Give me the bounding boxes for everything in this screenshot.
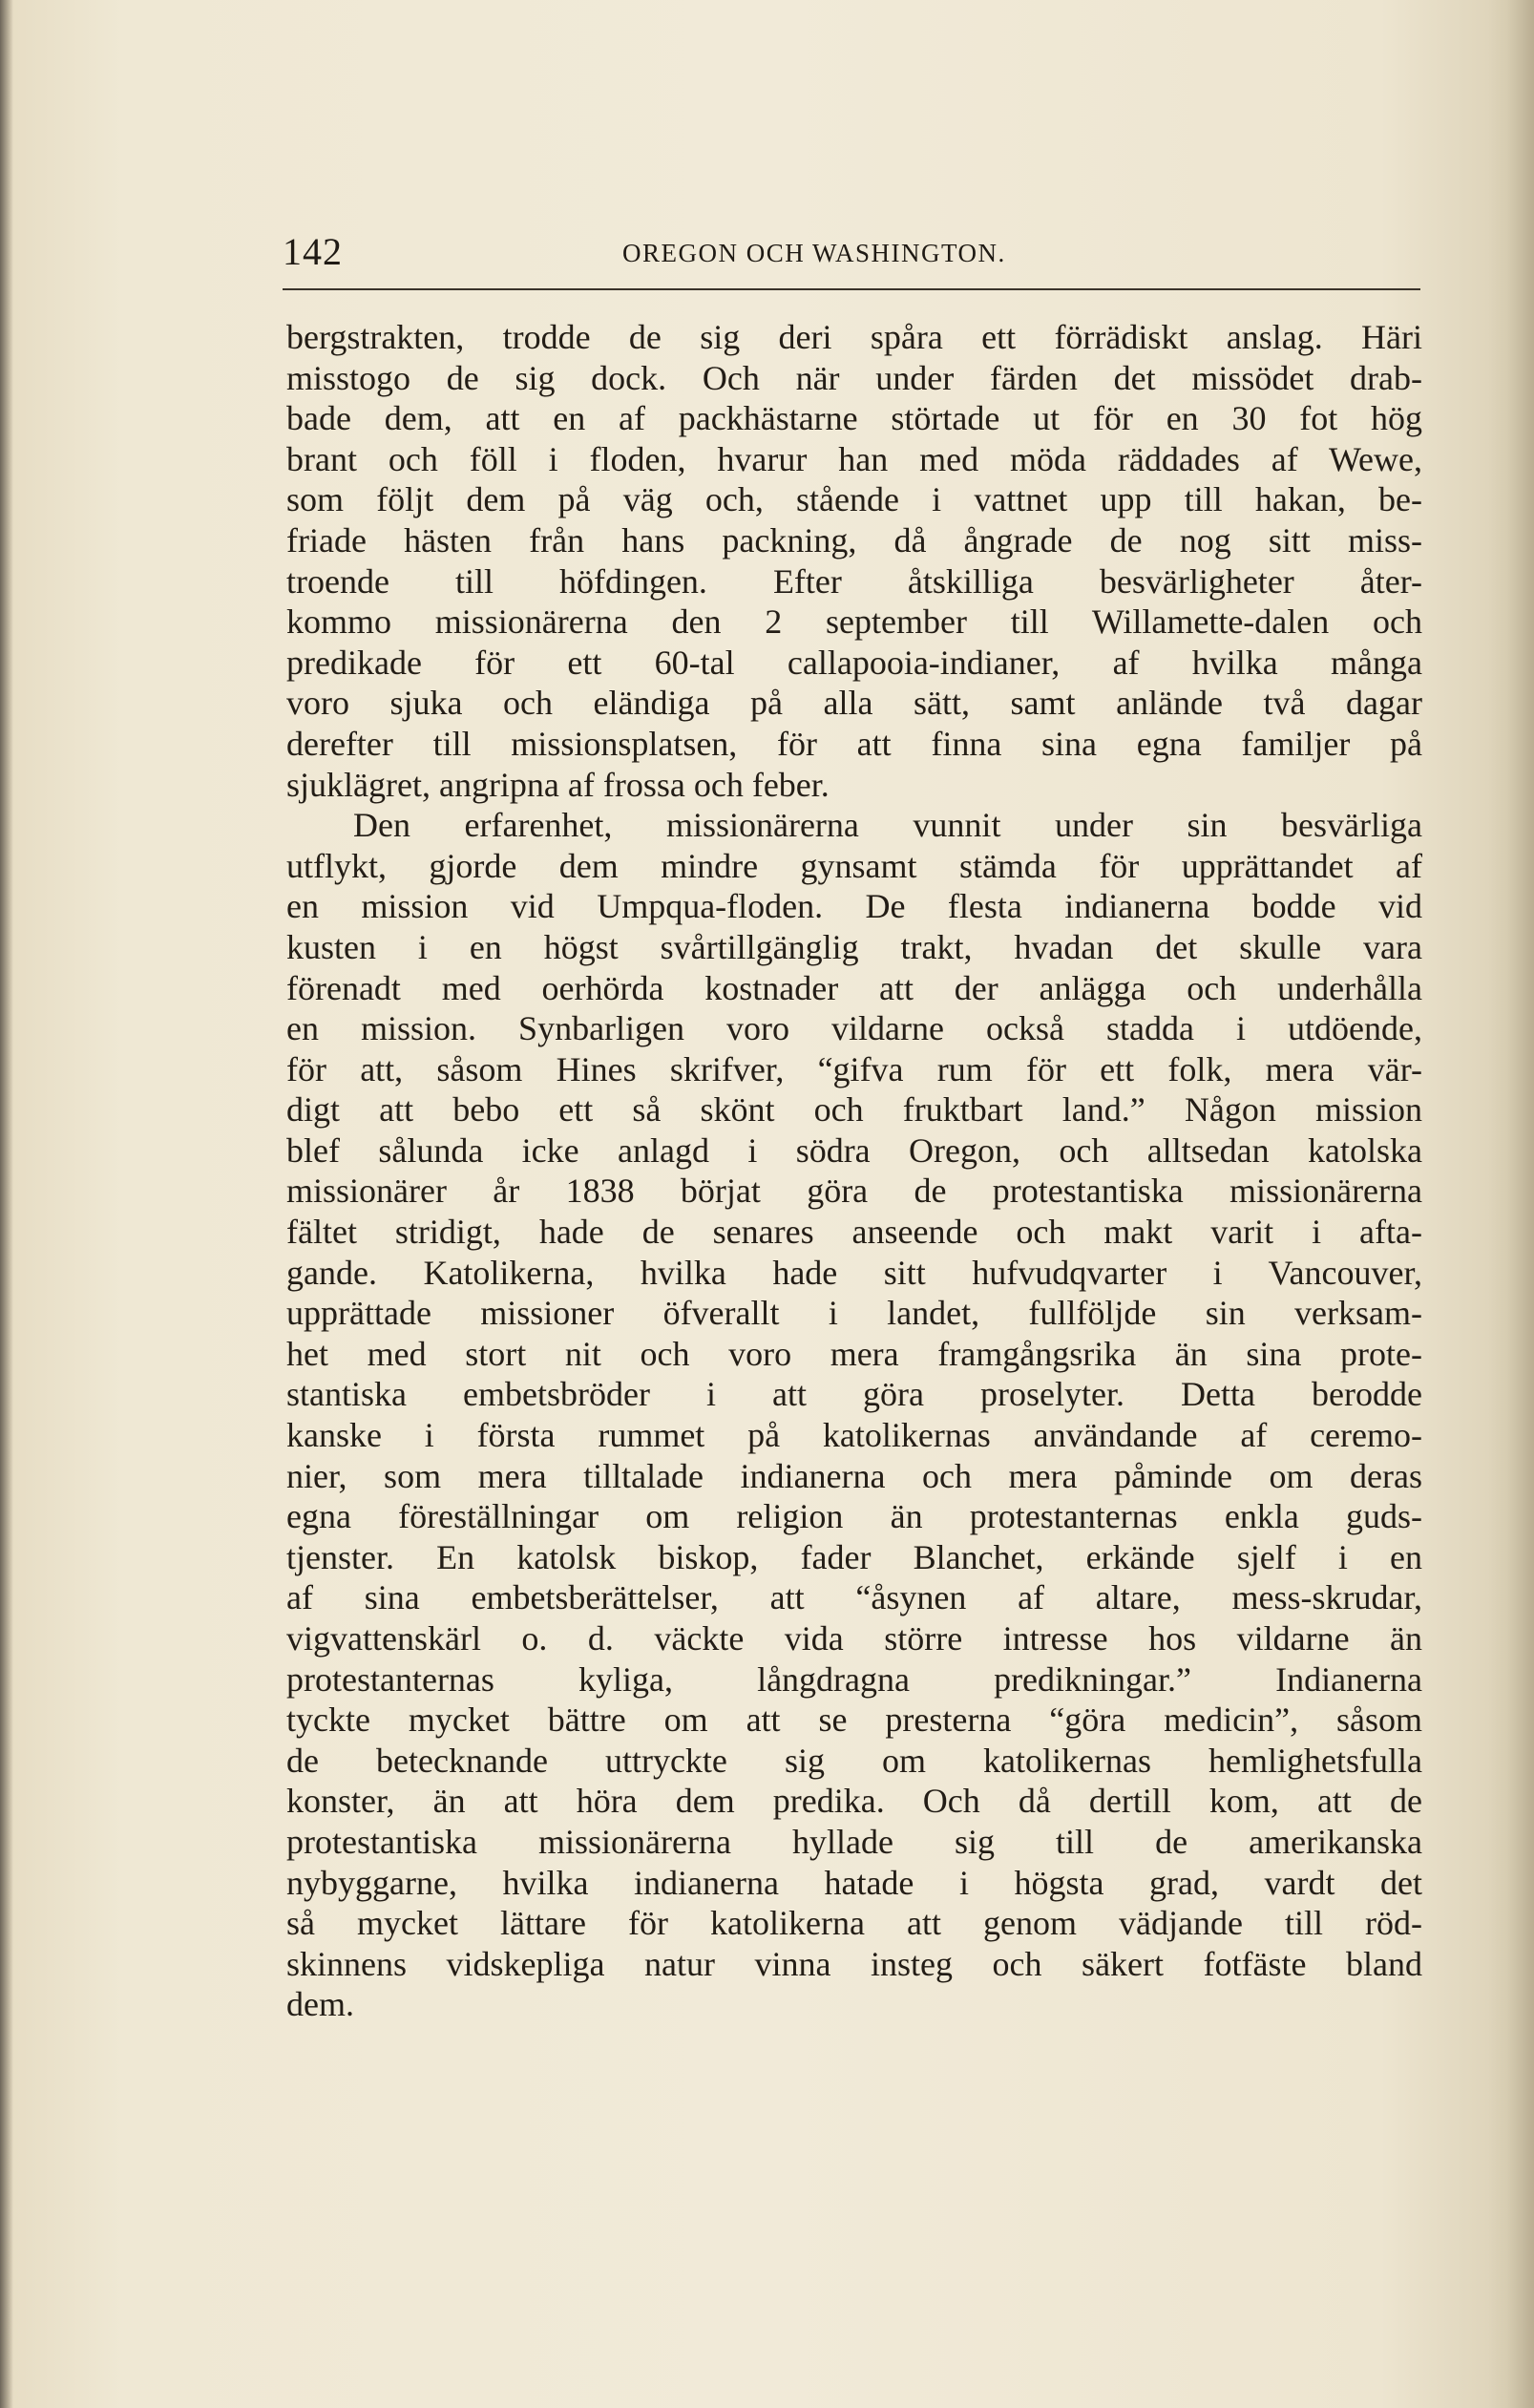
text-line: en mission vid Umpqua-floden. De flesta indianerna bodde vid [286, 887, 1422, 926]
page-left-edge [0, 0, 13, 2408]
text-line: tyckte mycket bättre om att se presterna “göra medicin”, såsom [286, 1700, 1422, 1740]
text-line: tjenster. En katolsk biskop, fader Blanchet, erkände sjelf i en [286, 1537, 1422, 1576]
text-line: predikade för ett 60-tal callapooia-indianer, af hvilka många [286, 643, 1422, 682]
text-line: Den erfarenhet, missionärerna vunnit under sin besvärliga [353, 806, 1422, 845]
text-line: dem. [286, 1985, 354, 2024]
text-line: som följt dem på väg och, stående i vattnet upp till hakan, be- [286, 480, 1422, 519]
running-head: OREGON OCH WASHINGTON. [622, 239, 1006, 267]
text-line: för att, såsom Hines skrifver, “gifva rum för ett folk, mera vär- [286, 1049, 1422, 1088]
page-header [283, 229, 1420, 286]
text-line: protestantiska missionärerna hyllade sig till de amerikanska [286, 1822, 1422, 1861]
text-line: protestanternas kyliga, långdragna predikningar.” Indianerna [286, 1659, 1422, 1699]
page-number: 142 [283, 230, 343, 273]
text-line: utflykt, gjorde dem mindre gynsamt stämda för upprättandet af [286, 846, 1422, 885]
text-line: digt att bebo ett så skönt och fruktbart land.” Någon mission [286, 1090, 1422, 1130]
text-line: bade dem, att en af packhästarne störtade ut för en 30 fot hög [286, 399, 1422, 438]
body-text [286, 317, 1422, 2025]
text-line: nier, som mera tilltalade indianerna och mera påminde om deras [286, 1456, 1422, 1495]
text-line: egna föreställningar om religion än protestanternas enkla guds- [286, 1497, 1422, 1536]
text-line: skinnens vidskepliga natur vinna insteg och säkert fotfäste bland [286, 1944, 1422, 1983]
text-line: af sina embetsberättelser, att “åsynen af altare, mess-skrudar, [286, 1578, 1422, 1617]
text-line: konster, än att höra dem predika. Och då dertill kom, att de [286, 1782, 1422, 1821]
text-line: misstogo de sig dock. Och när under färden det missödet drab- [286, 358, 1422, 397]
text-line: så mycket lättare för katolikerna att genom vädjande till röd- [286, 1904, 1422, 1943]
text-line: kanske i första rummet på katolikernas användande af ceremo- [286, 1416, 1422, 1455]
text-line: friade hästen från hans packning, då ångrade de nog sitt miss- [286, 520, 1422, 560]
text-line: de betecknande uttryckte sig om katolikernas hemlighetsfulla [286, 1741, 1422, 1780]
text-line: upprättade missioner öfverallt i landet, fullföljde sin verksam- [286, 1294, 1422, 1333]
text-line: missionärer år 1838 börjat göra de protestantiska missionärerna [286, 1172, 1422, 1211]
text-line: kusten i en högst svårtillgänglig trakt, hvadan det skulle vara [286, 927, 1422, 966]
text-line: vigvattenskärl o. d. väckte vida större intresse hos vildarne än [286, 1619, 1422, 1658]
text-line: gande. Katolikerna, hvilka hade sitt hufvudqvarter i Vancouver, [286, 1253, 1422, 1292]
text-line: bergstrakten, trodde de sig deri spåra ett förrädiskt anslag. Häri [286, 318, 1422, 356]
text-line: kommo missionärerna den 2 september till Willamette-dalen och [286, 602, 1422, 642]
text-line: fältet stridigt, hade de senares anseende och makt varit i afta- [286, 1213, 1422, 1252]
header-rule [283, 288, 1420, 290]
text-line: brant och föll i floden, hvarur han med möda räddades af Wewe, [286, 439, 1422, 478]
text-line: förenadt med oerhörda kostnader att der anlägga och underhålla [286, 968, 1422, 1007]
text-line: sjuklägret, angripna af frossa och feber. [286, 765, 830, 804]
text-line: en mission. Synbarligen voro vildarne också stadda i utdöende, [286, 1009, 1422, 1048]
text-line: nybyggarne, hvilka indianerna hatade i högsta grad, vardt det [286, 1863, 1422, 1902]
text-line: blef sålunda icke anlagd i södra Oregon, och alltsedan katolska [286, 1130, 1422, 1170]
text-line: voro sjuka och eländiga på alla sätt, samt anlände två dagar [286, 684, 1422, 723]
text-line: troende till höfdingen. Efter åtskilliga besvärligheter åter- [286, 561, 1422, 601]
page-right-edge [1488, 0, 1534, 2408]
text-line: derefter till missionsplatsen, för att finna sina egna familjer på [286, 724, 1422, 763]
text-line: het med stort nit och voro mera framgångsrika än sina prote- [286, 1334, 1422, 1373]
text-line: stantiska embetsbröder i att göra proselyter. Detta berodde [286, 1375, 1422, 1414]
